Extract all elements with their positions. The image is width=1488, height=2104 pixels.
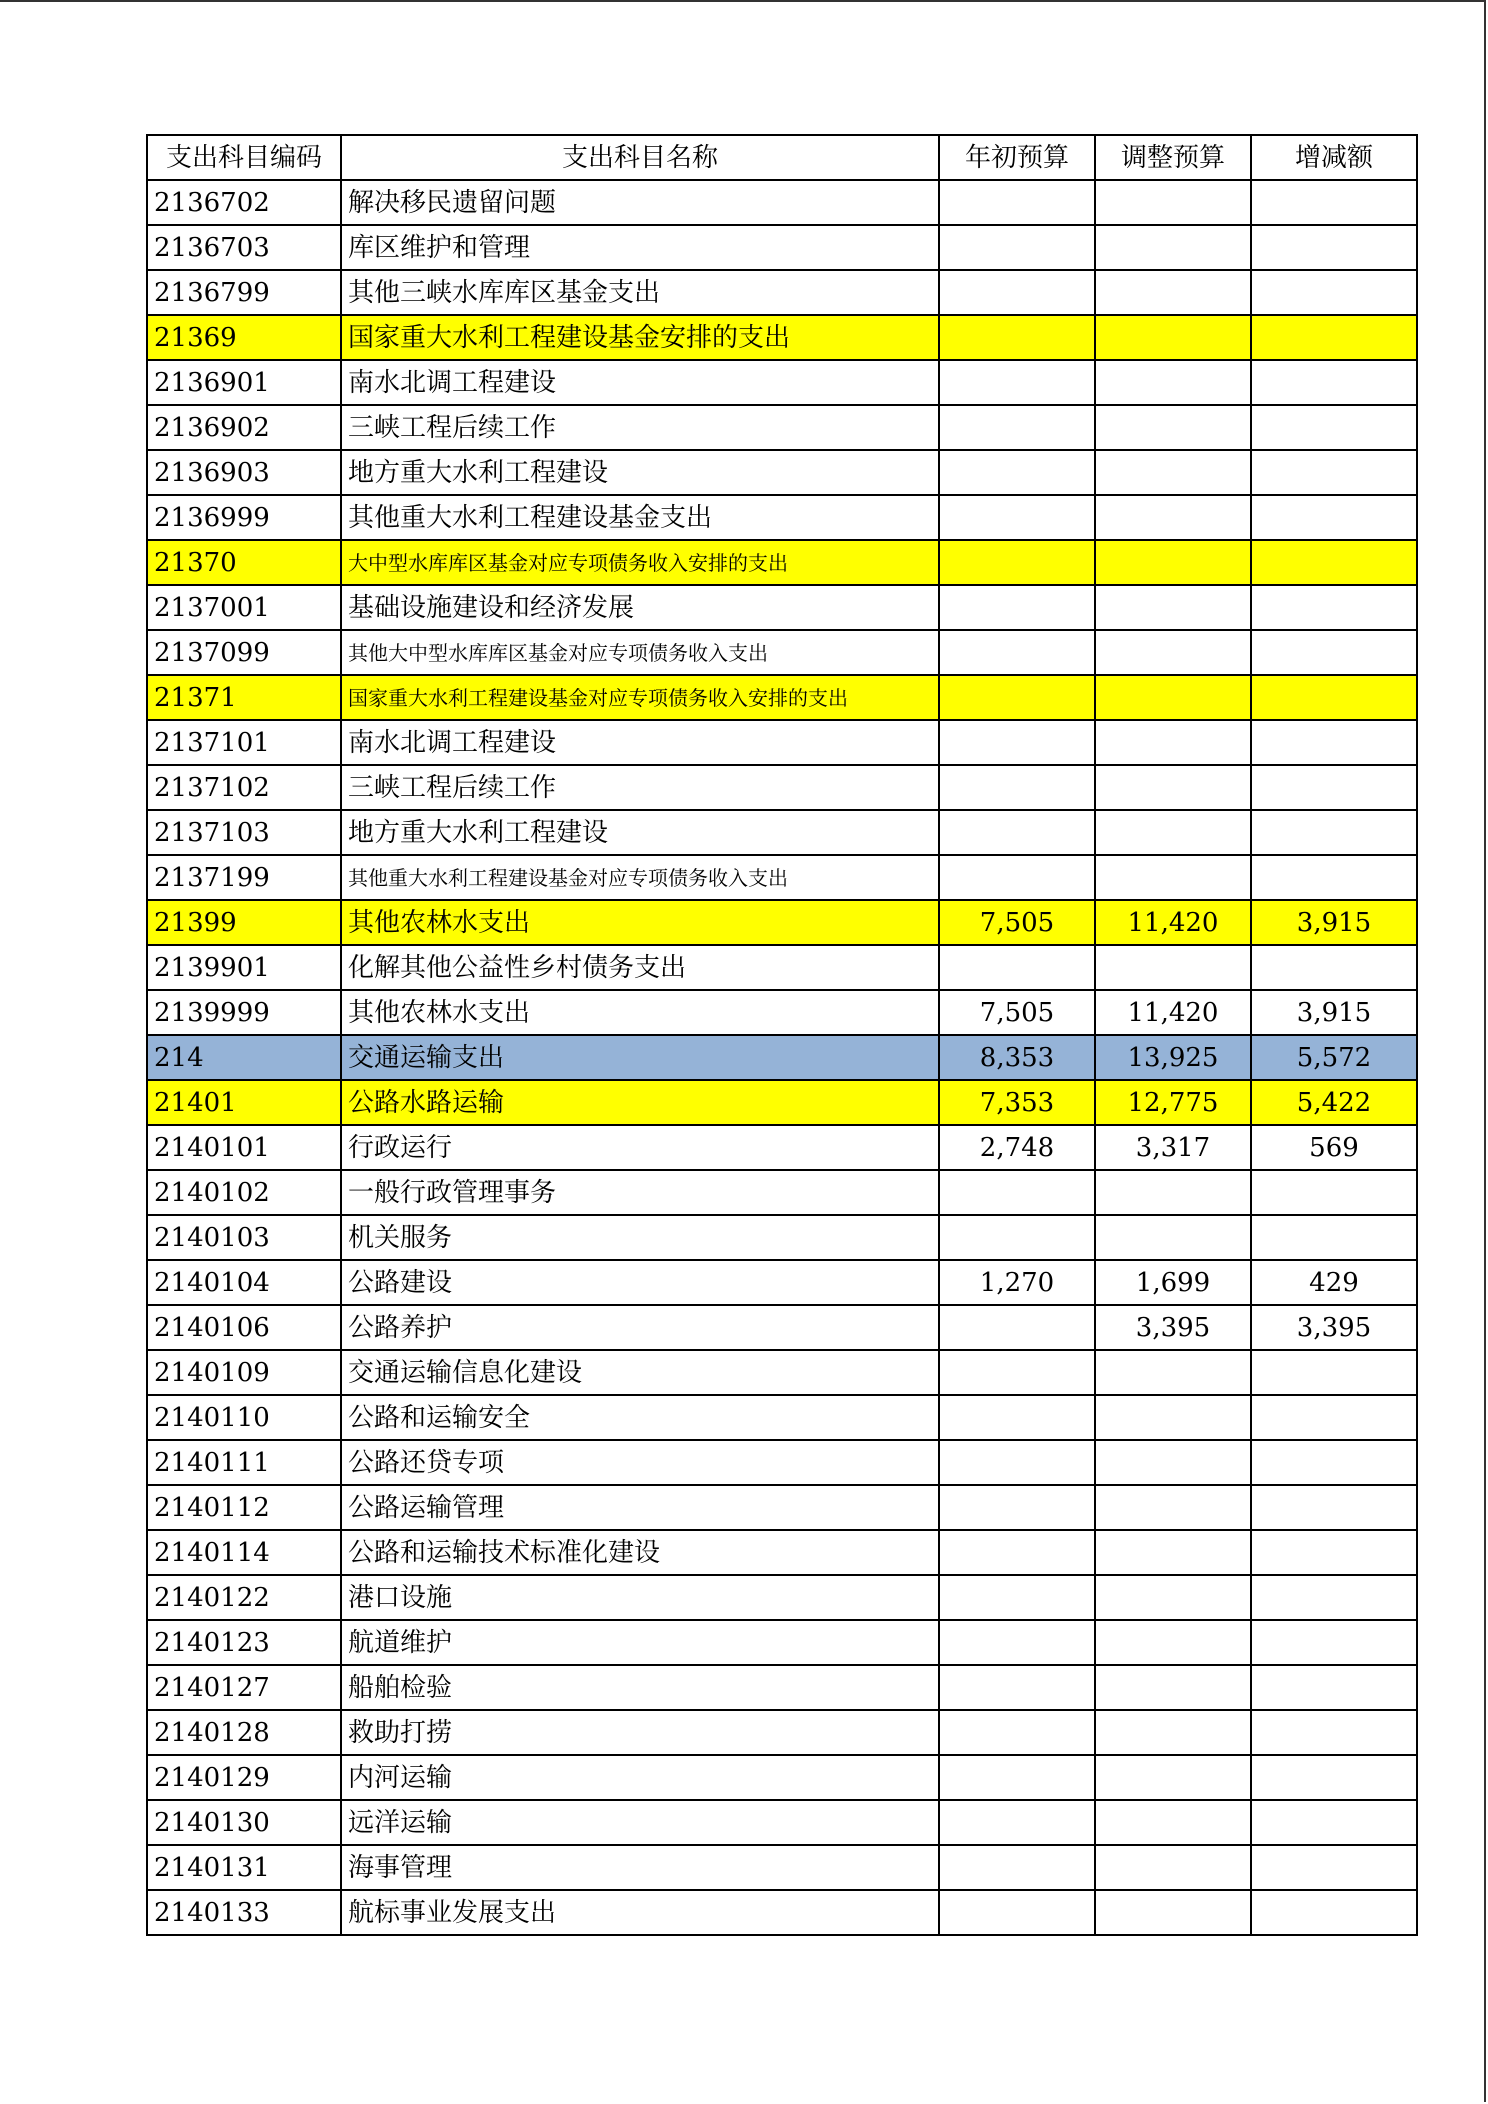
adjusted-budget-cell xyxy=(1095,1890,1251,1935)
initial-budget-cell xyxy=(939,1440,1095,1485)
name-cell: 其他大中型水库库区基金对应专项债务收入支出 xyxy=(341,630,939,675)
budget-table xyxy=(146,134,1418,1936)
initial-budget-cell xyxy=(939,1890,1095,1935)
table-row xyxy=(147,1710,1417,1755)
initial-budget-cell xyxy=(939,180,1095,225)
table-row xyxy=(147,810,1417,855)
code-cell: 2140131 xyxy=(147,1845,341,1890)
table-row xyxy=(147,1080,1417,1125)
name-cell: 其他三峡水库库区基金支出 xyxy=(341,270,939,315)
change-cell xyxy=(1251,1665,1417,1710)
name-cell: 公路还贷专项 xyxy=(341,1440,939,1485)
initial-budget-cell xyxy=(939,225,1095,270)
change-cell xyxy=(1251,1440,1417,1485)
code-cell: 2137099 xyxy=(147,630,341,675)
change-cell xyxy=(1251,630,1417,675)
code-cell: 2136703 xyxy=(147,225,341,270)
table-row xyxy=(147,1620,1417,1665)
header-initial-budget: 年初预算 xyxy=(939,135,1095,180)
code-cell: 21371 xyxy=(147,675,341,720)
initial-budget-cell: 7,353 xyxy=(939,1080,1095,1125)
code-cell: 2136901 xyxy=(147,360,341,405)
adjusted-budget-cell xyxy=(1095,180,1251,225)
table-row xyxy=(147,855,1417,900)
adjusted-budget-cell xyxy=(1095,1845,1251,1890)
code-cell: 2140109 xyxy=(147,1350,341,1395)
change-cell xyxy=(1251,1890,1417,1935)
initial-budget-cell xyxy=(939,315,1095,360)
adjusted-budget-cell xyxy=(1095,720,1251,765)
change-cell: 3,915 xyxy=(1251,900,1417,945)
initial-budget-cell: 7,505 xyxy=(939,900,1095,945)
table-row xyxy=(147,1665,1417,1710)
adjusted-budget-cell xyxy=(1095,405,1251,450)
name-cell: 救助打捞 xyxy=(341,1710,939,1755)
name-cell: 行政运行 xyxy=(341,1125,939,1170)
change-cell xyxy=(1251,450,1417,495)
initial-budget-cell xyxy=(939,495,1095,540)
initial-budget-cell xyxy=(939,1845,1095,1890)
adjusted-budget-cell xyxy=(1095,810,1251,855)
name-cell: 公路和运输技术标准化建设 xyxy=(341,1530,939,1575)
adjusted-budget-cell xyxy=(1095,1665,1251,1710)
code-cell: 214 xyxy=(147,1035,341,1080)
adjusted-budget-cell xyxy=(1095,225,1251,270)
change-cell xyxy=(1251,945,1417,990)
change-cell xyxy=(1251,855,1417,900)
initial-budget-cell: 2,748 xyxy=(939,1125,1095,1170)
header-row xyxy=(147,135,1417,180)
change-cell xyxy=(1251,765,1417,810)
initial-budget-cell xyxy=(939,1755,1095,1800)
change-cell xyxy=(1251,1350,1417,1395)
change-cell xyxy=(1251,1845,1417,1890)
change-cell xyxy=(1251,270,1417,315)
adjusted-budget-cell xyxy=(1095,360,1251,405)
name-cell: 交通运输支出 xyxy=(341,1035,939,1080)
change-cell xyxy=(1251,405,1417,450)
table-body xyxy=(147,180,1417,1935)
table-row xyxy=(147,630,1417,675)
name-cell: 其他重大水利工程建设基金支出 xyxy=(341,495,939,540)
change-cell xyxy=(1251,810,1417,855)
table-row xyxy=(147,585,1417,630)
table-row xyxy=(147,675,1417,720)
table-row xyxy=(147,1755,1417,1800)
adjusted-budget-cell xyxy=(1095,1215,1251,1260)
name-cell: 南水北调工程建设 xyxy=(341,720,939,765)
adjusted-budget-cell xyxy=(1095,1395,1251,1440)
table-row xyxy=(147,1305,1417,1350)
name-cell: 其他农林水支出 xyxy=(341,900,939,945)
change-cell xyxy=(1251,225,1417,270)
initial-budget-cell xyxy=(939,1710,1095,1755)
adjusted-budget-cell: 13,925 xyxy=(1095,1035,1251,1080)
name-cell: 公路养护 xyxy=(341,1305,939,1350)
initial-budget-cell: 1,270 xyxy=(939,1260,1095,1305)
code-cell: 2139901 xyxy=(147,945,341,990)
name-cell: 公路和运输安全 xyxy=(341,1395,939,1440)
name-cell: 公路水路运输 xyxy=(341,1080,939,1125)
table-row xyxy=(147,270,1417,315)
code-cell: 2140128 xyxy=(147,1710,341,1755)
table-row xyxy=(147,495,1417,540)
table-row xyxy=(147,990,1417,1035)
initial-budget-cell xyxy=(939,1395,1095,1440)
adjusted-budget-cell xyxy=(1095,630,1251,675)
initial-budget-cell xyxy=(939,630,1095,675)
adjusted-budget-cell xyxy=(1095,765,1251,810)
code-cell: 2137102 xyxy=(147,765,341,810)
adjusted-budget-cell: 11,420 xyxy=(1095,990,1251,1035)
adjusted-budget-cell xyxy=(1095,585,1251,630)
change-cell: 429 xyxy=(1251,1260,1417,1305)
change-cell xyxy=(1251,1215,1417,1260)
initial-budget-cell xyxy=(939,810,1095,855)
name-cell: 海事管理 xyxy=(341,1845,939,1890)
name-cell: 地方重大水利工程建设 xyxy=(341,810,939,855)
adjusted-budget-cell: 11,420 xyxy=(1095,900,1251,945)
initial-budget-cell: 8,353 xyxy=(939,1035,1095,1080)
change-cell xyxy=(1251,315,1417,360)
adjusted-budget-cell: 1,699 xyxy=(1095,1260,1251,1305)
code-cell: 2136702 xyxy=(147,180,341,225)
adjusted-budget-cell xyxy=(1095,270,1251,315)
table-row xyxy=(147,450,1417,495)
code-cell: 2140112 xyxy=(147,1485,341,1530)
header-code: 支出科目编码 xyxy=(147,135,341,180)
change-cell xyxy=(1251,675,1417,720)
adjusted-budget-cell xyxy=(1095,315,1251,360)
initial-budget-cell xyxy=(939,1485,1095,1530)
name-cell: 内河运输 xyxy=(341,1755,939,1800)
code-cell: 2140110 xyxy=(147,1395,341,1440)
name-cell: 大中型水库库区基金对应专项债务收入安排的支出 xyxy=(341,540,939,585)
code-cell: 2139999 xyxy=(147,990,341,1035)
code-cell: 2140103 xyxy=(147,1215,341,1260)
adjusted-budget-cell: 3,395 xyxy=(1095,1305,1251,1350)
name-cell: 远洋运输 xyxy=(341,1800,939,1845)
name-cell: 一般行政管理事务 xyxy=(341,1170,939,1215)
table-row xyxy=(147,1170,1417,1215)
adjusted-budget-cell xyxy=(1095,1530,1251,1575)
initial-budget-cell xyxy=(939,1800,1095,1845)
table-row xyxy=(147,1890,1417,1935)
code-cell: 2136799 xyxy=(147,270,341,315)
table-row xyxy=(147,1215,1417,1260)
change-cell: 3,915 xyxy=(1251,990,1417,1035)
initial-budget-cell xyxy=(939,1215,1095,1260)
adjusted-budget-cell xyxy=(1095,1620,1251,1665)
initial-budget-cell xyxy=(939,360,1095,405)
table-row xyxy=(147,315,1417,360)
change-cell: 5,572 xyxy=(1251,1035,1417,1080)
code-cell: 2137199 xyxy=(147,855,341,900)
table-row xyxy=(147,1800,1417,1845)
adjusted-budget-cell xyxy=(1095,855,1251,900)
code-cell: 2136902 xyxy=(147,405,341,450)
table-row xyxy=(147,1845,1417,1890)
name-cell: 三峡工程后续工作 xyxy=(341,405,939,450)
table-row xyxy=(147,540,1417,585)
initial-budget-cell xyxy=(939,405,1095,450)
code-cell: 2140127 xyxy=(147,1665,341,1710)
code-cell: 2140130 xyxy=(147,1800,341,1845)
code-cell: 2140129 xyxy=(147,1755,341,1800)
header-change: 增减额 xyxy=(1251,135,1417,180)
name-cell: 三峡工程后续工作 xyxy=(341,765,939,810)
code-cell: 2140111 xyxy=(147,1440,341,1485)
change-cell xyxy=(1251,1800,1417,1845)
name-cell: 其他重大水利工程建设基金对应专项债务收入支出 xyxy=(341,855,939,900)
adjusted-budget-cell xyxy=(1095,1350,1251,1395)
name-cell: 地方重大水利工程建设 xyxy=(341,450,939,495)
table-row xyxy=(147,1260,1417,1305)
code-cell: 2140102 xyxy=(147,1170,341,1215)
code-cell: 2140101 xyxy=(147,1125,341,1170)
change-cell xyxy=(1251,720,1417,765)
change-cell xyxy=(1251,495,1417,540)
code-cell: 21370 xyxy=(147,540,341,585)
table-row xyxy=(147,1350,1417,1395)
code-cell: 2136999 xyxy=(147,495,341,540)
adjusted-budget-cell xyxy=(1095,945,1251,990)
adjusted-budget-cell xyxy=(1095,675,1251,720)
initial-budget-cell xyxy=(939,1305,1095,1350)
table-row xyxy=(147,405,1417,450)
adjusted-budget-cell xyxy=(1095,1485,1251,1530)
initial-budget-cell xyxy=(939,720,1095,765)
code-cell: 2140114 xyxy=(147,1530,341,1575)
code-cell: 2137101 xyxy=(147,720,341,765)
initial-budget-cell xyxy=(939,1170,1095,1215)
code-cell: 2137001 xyxy=(147,585,341,630)
name-cell: 航道维护 xyxy=(341,1620,939,1665)
table-row xyxy=(147,1125,1417,1170)
initial-budget-cell xyxy=(939,1620,1095,1665)
name-cell: 其他农林水支出 xyxy=(341,990,939,1035)
name-cell: 库区维护和管理 xyxy=(341,225,939,270)
initial-budget-cell xyxy=(939,1665,1095,1710)
table-row xyxy=(147,360,1417,405)
name-cell: 公路运输管理 xyxy=(341,1485,939,1530)
name-cell: 国家重大水利工程建设基金对应专项债务收入安排的支出 xyxy=(341,675,939,720)
adjusted-budget-cell xyxy=(1095,1440,1251,1485)
code-cell: 2140104 xyxy=(147,1260,341,1305)
initial-budget-cell xyxy=(939,270,1095,315)
table-row xyxy=(147,1530,1417,1575)
change-cell xyxy=(1251,1170,1417,1215)
adjusted-budget-cell xyxy=(1095,540,1251,585)
change-cell xyxy=(1251,1485,1417,1530)
name-cell: 船舶检验 xyxy=(341,1665,939,1710)
initial-budget-cell xyxy=(939,765,1095,810)
table-row xyxy=(147,225,1417,270)
name-cell: 国家重大水利工程建设基金安排的支出 xyxy=(341,315,939,360)
name-cell: 航标事业发展支出 xyxy=(341,1890,939,1935)
name-cell: 南水北调工程建设 xyxy=(341,360,939,405)
change-cell xyxy=(1251,1530,1417,1575)
adjusted-budget-cell xyxy=(1095,450,1251,495)
code-cell: 21399 xyxy=(147,900,341,945)
name-cell: 交通运输信息化建设 xyxy=(341,1350,939,1395)
name-cell: 机关服务 xyxy=(341,1215,939,1260)
change-cell xyxy=(1251,180,1417,225)
table-row xyxy=(147,1575,1417,1620)
name-cell: 港口设施 xyxy=(341,1575,939,1620)
table-row xyxy=(147,180,1417,225)
adjusted-budget-cell xyxy=(1095,1755,1251,1800)
code-cell: 2140122 xyxy=(147,1575,341,1620)
initial-budget-cell xyxy=(939,1530,1095,1575)
code-cell: 2140106 xyxy=(147,1305,341,1350)
adjusted-budget-cell: 12,775 xyxy=(1095,1080,1251,1125)
adjusted-budget-cell: 3,317 xyxy=(1095,1125,1251,1170)
adjusted-budget-cell xyxy=(1095,1170,1251,1215)
change-cell xyxy=(1251,1755,1417,1800)
initial-budget-cell xyxy=(939,540,1095,585)
code-cell: 2140133 xyxy=(147,1890,341,1935)
initial-budget-cell xyxy=(939,585,1095,630)
change-cell xyxy=(1251,1620,1417,1665)
change-cell xyxy=(1251,540,1417,585)
initial-budget-cell xyxy=(939,450,1095,495)
table-row xyxy=(147,1035,1417,1080)
table-row xyxy=(147,720,1417,765)
change-cell: 3,395 xyxy=(1251,1305,1417,1350)
change-cell xyxy=(1251,585,1417,630)
name-cell: 化解其他公益性乡村债务支出 xyxy=(341,945,939,990)
change-cell xyxy=(1251,360,1417,405)
name-cell: 基础设施建设和经济发展 xyxy=(341,585,939,630)
adjusted-budget-cell xyxy=(1095,1800,1251,1845)
table-row xyxy=(147,945,1417,990)
code-cell: 21401 xyxy=(147,1080,341,1125)
code-cell: 21369 xyxy=(147,315,341,360)
table-row xyxy=(147,1485,1417,1530)
code-cell: 2140123 xyxy=(147,1620,341,1665)
adjusted-budget-cell xyxy=(1095,1575,1251,1620)
code-cell: 2137103 xyxy=(147,810,341,855)
change-cell: 5,422 xyxy=(1251,1080,1417,1125)
change-cell xyxy=(1251,1710,1417,1755)
name-cell: 公路建设 xyxy=(341,1260,939,1305)
change-cell: 569 xyxy=(1251,1125,1417,1170)
initial-budget-cell xyxy=(939,945,1095,990)
initial-budget-cell xyxy=(939,675,1095,720)
adjusted-budget-cell xyxy=(1095,495,1251,540)
header-name: 支出科目名称 xyxy=(341,135,939,180)
table-row xyxy=(147,900,1417,945)
code-cell: 2136903 xyxy=(147,450,341,495)
initial-budget-cell xyxy=(939,1350,1095,1395)
initial-budget-cell: 7,505 xyxy=(939,990,1095,1035)
table-row xyxy=(147,1440,1417,1485)
change-cell xyxy=(1251,1395,1417,1440)
adjusted-budget-cell xyxy=(1095,1710,1251,1755)
change-cell xyxy=(1251,1575,1417,1620)
name-cell: 解决移民遗留问题 xyxy=(341,180,939,225)
initial-budget-cell xyxy=(939,1575,1095,1620)
initial-budget-cell xyxy=(939,855,1095,900)
table-row xyxy=(147,1395,1417,1440)
header-adjusted-budget: 调整预算 xyxy=(1095,135,1251,180)
table-row xyxy=(147,765,1417,810)
